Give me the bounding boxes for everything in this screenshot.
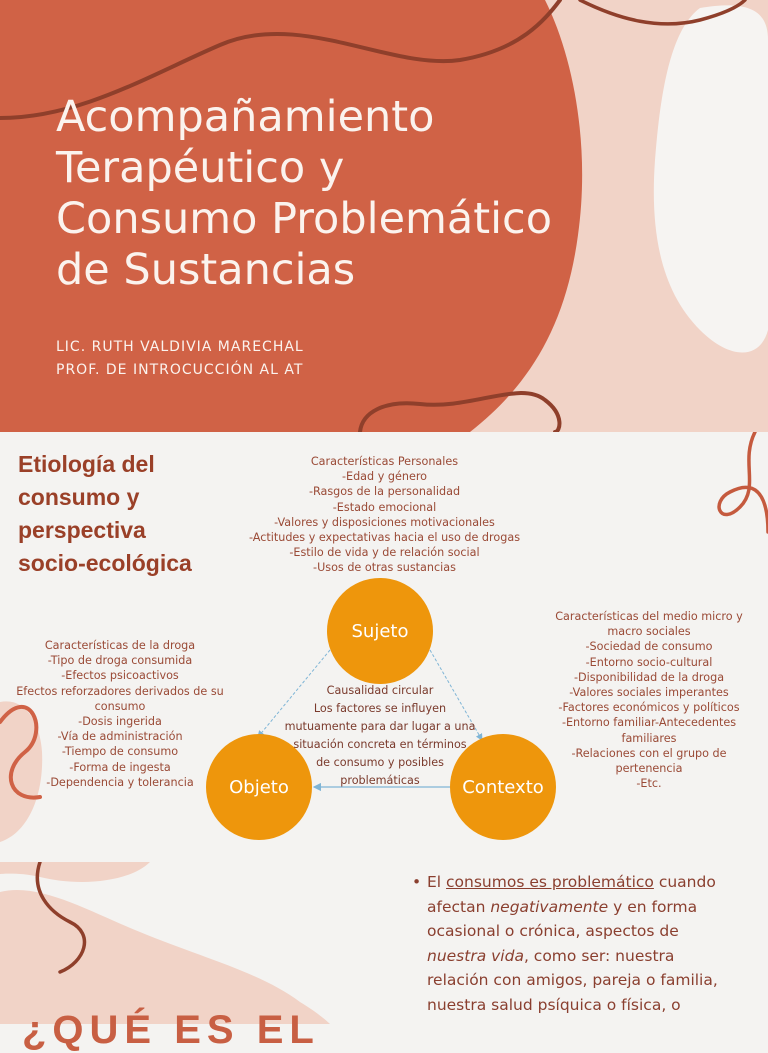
circular-causality-text (275, 682, 485, 790)
objeto-note: -Vía de administración (57, 730, 183, 744)
underlined-term: consumos es problemático (446, 873, 654, 891)
slide-title-line-4: de Sustancias (56, 245, 356, 295)
sujeto-circle: Sujeto (327, 578, 433, 684)
author-name: LIC. RUTH VALDIVIA MARECHAL (56, 339, 304, 355)
contexto-note: -Disponibilidad de la droga (573, 670, 725, 684)
objeto-note: consumo (94, 699, 146, 713)
text-run: cuando (653, 873, 716, 891)
contexto-note: -Relaciones con el grupo de (571, 746, 727, 760)
contexto-note: Características del medio micro y (555, 610, 743, 623)
text-run: El (427, 873, 447, 891)
slide-title-line-1: Acompañamiento (56, 92, 435, 142)
definition-line-6: nuestra salud psíquica o física, o (427, 995, 681, 1014)
sujeto-note: Características Personales (310, 455, 459, 468)
sujeto-note: -Estilo de vida y de relación social (289, 546, 480, 560)
author-role: PROF. DE INTROCUCCIÓN AL AT (56, 362, 304, 378)
sujeto-note: -Actitudes y expectativas hacia el uso de drogas (248, 531, 521, 545)
objeto-note: Características de la droga (44, 639, 196, 652)
definition-bullet (412, 870, 762, 1017)
etiology-title-line-3: perspectiva (18, 517, 146, 543)
contexto-note: -Sociedad de consumo (585, 640, 713, 654)
sujeto-note: -Estado emocional (332, 500, 437, 514)
contexto-note: macro sociales (607, 625, 691, 639)
slide-title-line-3: Consumo Problemático (56, 194, 553, 244)
text-run: y en forma (608, 897, 698, 916)
sujeto-note: -Rasgos de la personalidad (308, 485, 461, 499)
definition-line-4 (427, 944, 762, 969)
blush-top (0, 862, 150, 882)
question-heading: ¿QUÉ ES EL (22, 1008, 320, 1052)
sujeto-note: -Edad y género (341, 470, 428, 484)
definition-line-3: ocasional o crónica, aspectos de (427, 922, 679, 940)
text-run: afectan (427, 897, 491, 916)
center-line: Causalidad circular (326, 684, 434, 697)
italic-term: nuestra vida (427, 946, 524, 965)
objeto-note: -Tiempo de consumo (61, 745, 179, 759)
center-line: problemáticas (340, 774, 420, 787)
contexto-note: -Factores económicos y políticos (558, 701, 740, 715)
slide-title-line-2: Terapéutico y (56, 143, 345, 193)
center-line: de consumo y posibles (316, 756, 444, 769)
sujeto-note: -Usos de otras sustancias (313, 561, 456, 575)
objeto-note: Efectos reforzadores derivados de su (16, 684, 224, 698)
contexto-circle: Contexto (450, 734, 556, 840)
objeto-note: -Dosis ingerida (78, 715, 162, 729)
center-line: Los factores se influyen (313, 702, 447, 715)
sujeto-note: -Valores y disposiciones motivacionales (274, 515, 495, 529)
center-line: mutuamente para dar lugar a una (284, 720, 476, 733)
center-line: situación concreta en términos (293, 738, 467, 751)
definition-line-2 (427, 895, 762, 920)
objeto-note: -Efectos psicoactivos (61, 669, 179, 683)
objeto-circle: Objeto (206, 734, 312, 840)
objeto-note: -Forma de ingesta (69, 760, 171, 774)
bullet-dot: • (412, 873, 422, 891)
contexto-note: -Valores sociales imperantes (569, 686, 729, 700)
etiology-title-line-4: socio-ecológica (18, 550, 192, 576)
contexto-note: -Entorno familiar-Antecedentes (561, 716, 737, 730)
text-run: , como ser: nuestra (523, 946, 675, 965)
objeto-note: -Tipo de droga consumida (47, 654, 193, 668)
etiology-title-line-2: consumo y (18, 484, 140, 510)
italic-term: negativamente (490, 897, 609, 916)
contexto-note: -Entorno socio-cultural (585, 655, 713, 669)
contexto-note: familiares (621, 731, 677, 745)
etiology-title-line-1: Etiología del (18, 451, 155, 477)
objeto-note: -Dependencia y tolerancia (46, 775, 194, 789)
definition-line-1 (427, 870, 762, 895)
contexto-note: pertenencia (615, 762, 683, 776)
contexto-note: -Etc. (636, 777, 662, 791)
definition-line-5: relación con amigos, pareja o familia, (427, 971, 718, 989)
blush-blob (0, 890, 330, 1024)
